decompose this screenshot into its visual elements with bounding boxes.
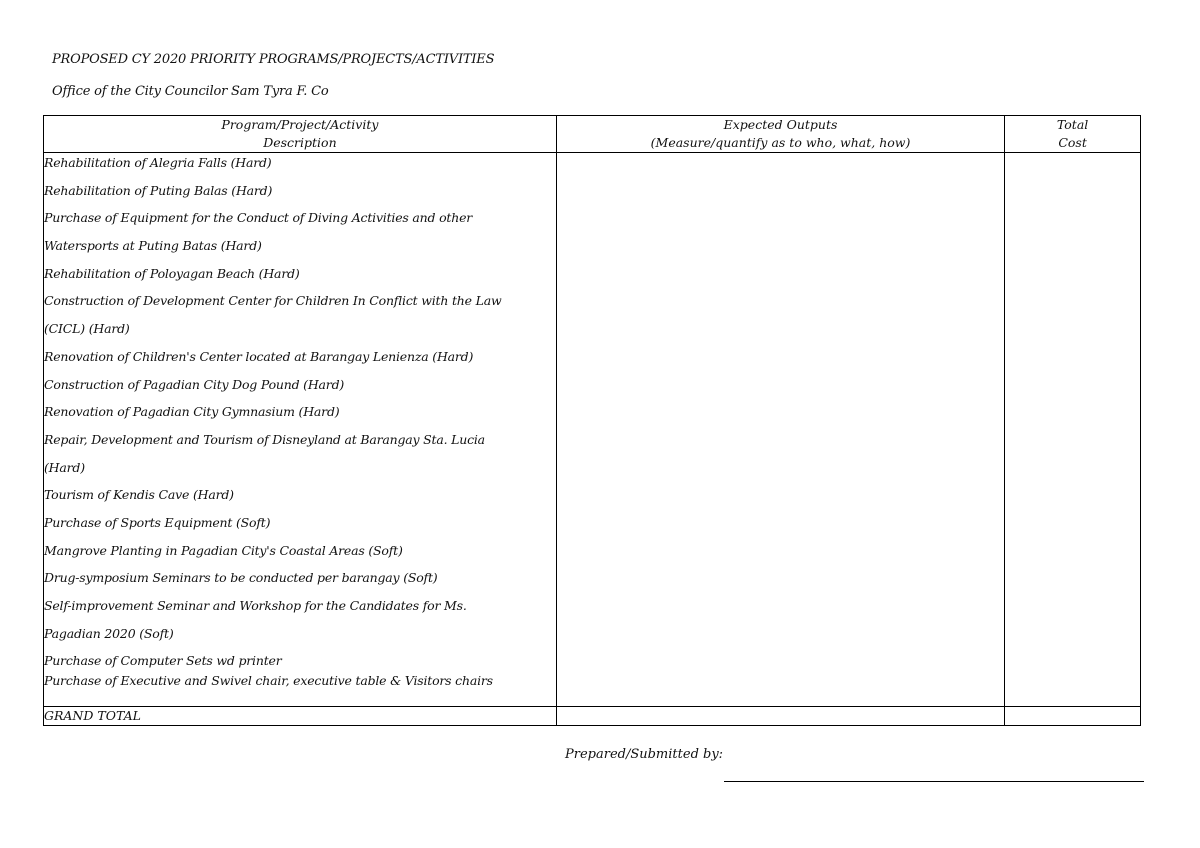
grand-total-label: GRAND TOTAL [44,707,557,726]
table-header-row [44,116,1141,153]
table-body-row [44,153,1141,707]
page-title: PROPOSED CY 2020 PRIORITY PROGRAMS/PROJECTS/ACTIVITIES [52,52,495,67]
list-item: Pagadian 2020 (Soft) [44,625,174,641]
list-item: Renovation of Pagadian City Gymnasium (Hard) [44,404,340,420]
list-item: Rehabilitation of Alegria Falls (Hard) [44,155,272,170]
column-header-expected-outputs [556,116,1004,153]
column-header-line: (Measure/quantify as to who, what, how) [650,135,911,150]
list-item: Mangrove Planting in Pagadian City's Coastal Areas (Soft) [44,542,403,558]
list-item: (CICL) (Hard) [44,321,130,337]
column-header-line: Program/Project/Activity [221,117,379,132]
list-item: Purchase of Executive and Swivel chair, executive table & Visitors chairs [44,673,493,689]
expected-outputs-cell [556,153,1004,707]
list-item: Drug-symposium Seminars to be conducted per barangay (Soft) [44,570,438,586]
list-item: Purchase of Computer Sets wd printer [44,653,282,669]
grand-total-cost [1005,707,1141,726]
column-header-line: Description [263,135,337,150]
list-item: Tourism of Kendis Cave (Hard) [44,487,234,503]
column-header-description [44,116,557,153]
list-item: Rehabilitation of Poloyagan Beach (Hard) [44,265,300,281]
list-item: Renovation of Children's Center located at Barangay Lenienza (Hard) [44,348,474,364]
list-item: Self-improvement Seminar and Workshop for the Candidates for Ms. [44,598,467,613]
grand-total-row [44,707,1141,726]
ppa-table [43,115,1141,726]
list-item: Construction of Development Center for Children In Conflict with the Law [44,293,502,309]
total-cost-cell [1005,153,1141,707]
list-item: Rehabilitation of Puting Balas (Hard) [44,182,273,198]
column-header-line: Expected Outputs [723,117,838,132]
description-cell [44,153,557,707]
office-name: Office of the City Councilor Sam Tyra F. Co [52,84,329,99]
column-header-line: Total [1056,117,1089,132]
prepared-by-label: Prepared/Submitted by: [565,747,724,762]
list-item: Construction of Pagadian City Dog Pound (Hard) [44,376,345,392]
column-header-total-cost [1005,116,1141,153]
list-item: Watersports at Puting Batas (Hard) [44,238,262,254]
list-item: Purchase of Equipment for the Conduct of Diving Activities and other [44,210,473,226]
list-item: Repair, Development and Tourism of Disneyland at Barangay Sta. Lucia [44,431,485,447]
list-item: Purchase of Sports Equipment (Soft) [44,514,271,530]
grand-total-outputs [556,707,1004,726]
column-header-line: Cost [1058,135,1087,150]
signature-line [724,781,1144,782]
list-item: (Hard) [44,459,85,475]
